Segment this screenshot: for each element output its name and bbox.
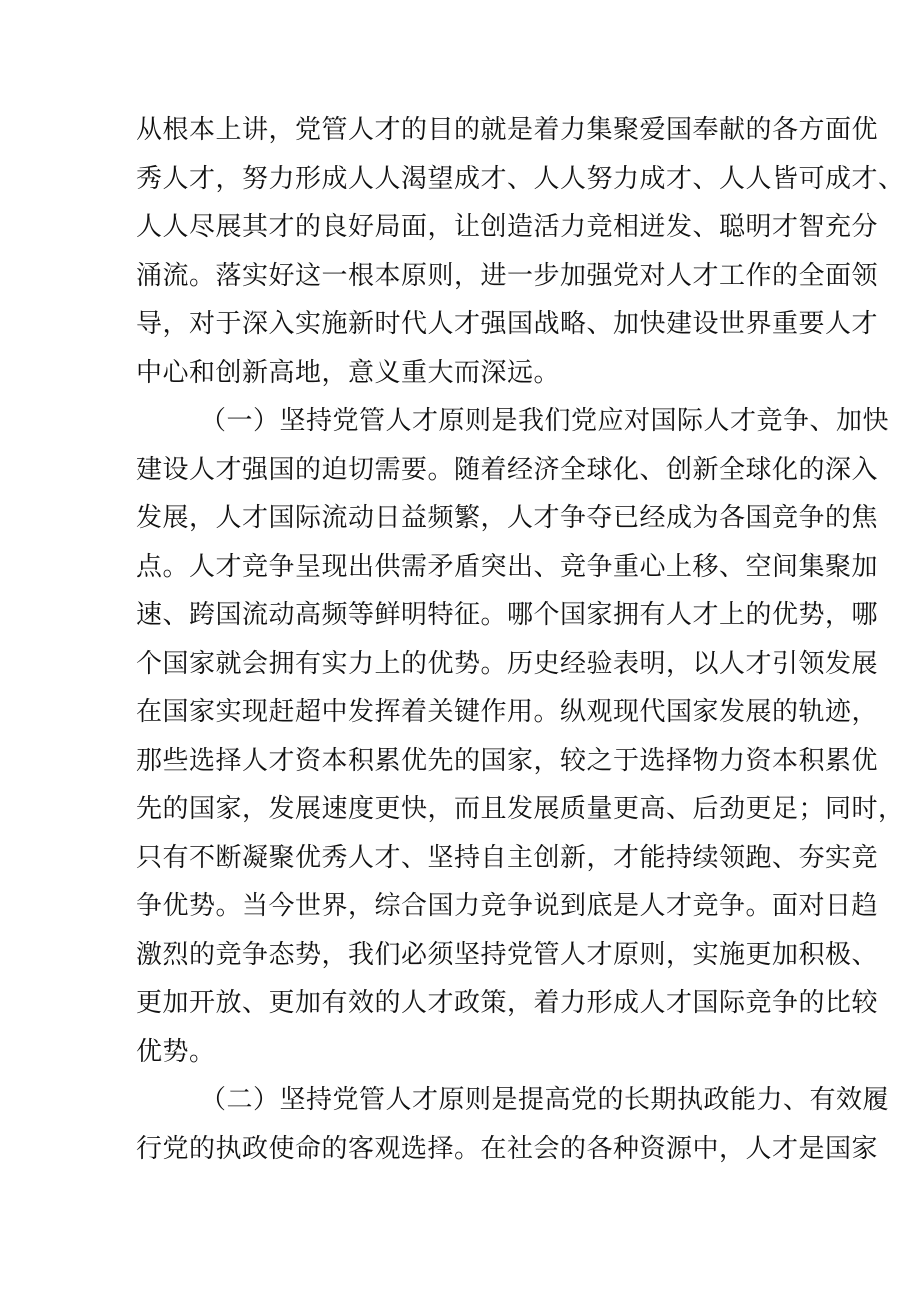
text-line: 建设人才强国的迫切需要。随着经济全球化、创新全球化的深入: [136, 454, 879, 485]
text-line: 先的国家，发展速度更快，而且发展质量更高、后劲更足；同时，: [136, 794, 905, 824]
text-line: 个国家就会拥有实力上的优势。历史经验表明，以人才引领发展: [136, 648, 879, 679]
text-line: 争优势。当今世界，综合国力竞争说到底是人才竞争。面对日趋: [136, 891, 879, 921]
text-line: （一）坚持党管人才原则是我们党应对国际人才竞争、加快: [200, 406, 890, 436]
text-line: 激烈的竞争态势，我们必须坚持党管人才原则，实施更加积极、: [136, 939, 879, 970]
text-line: 从根本上讲，党管人才的目的就是着力集聚爱国奉献的各方面优: [136, 115, 879, 145]
document-body: [136, 106, 905, 1173]
text-line: 涌流。落实好这一根本原则，进一步加强党对人才工作的全面领: [136, 260, 879, 291]
text-line: 导，对于深入实施新时代人才强国战略、加快建设世界重要人才: [136, 309, 879, 339]
text-line: 中心和创新高地，意义重大而深远。: [136, 357, 561, 388]
text-line: （二）坚持党管人才原则是提高党的长期执政能力、有效履: [200, 1085, 890, 1115]
text-line: 只有不断凝聚优秀人才、坚持自主创新，才能持续领跑、夯实竞: [136, 842, 879, 873]
text-line: 速、跨国流动高频等鲜明特征。哪个国家拥有人才上的优势，哪: [136, 600, 879, 630]
text-line: 人人尽展其才的良好局面，让创造活力竞相迸发、聪明才智充分: [136, 212, 879, 242]
paragraph-2: [136, 397, 905, 1076]
text-line: 点。人才竞争呈现出供需矛盾突出、竞争重心上移、空间集聚加: [136, 551, 879, 582]
paragraph-3: [136, 1076, 890, 1173]
text-line: 优势。: [136, 1036, 216, 1067]
text-line: 更加开放、更加有效的人才政策，着力形成人才国际竞争的比较: [136, 988, 879, 1018]
text-line: 在国家实现赶超中发挥着关键作用。纵观现代国家发展的轨迹，: [136, 697, 879, 727]
text-line: 行党的执政使命的客观选择。在社会的各种资源中，人才是国家: [136, 1133, 879, 1164]
text-line: 发展，人才国际流动日益频繁，人才争夺已经成为各国竞争的焦: [136, 503, 879, 533]
text-line: 那些选择人才资本积累优先的国家，较之于选择物力资本积累优: [136, 745, 879, 776]
text-line: 秀人才，努力形成人人渴望成才、人人努力成才、人人皆可成才、: [136, 163, 905, 194]
paragraph-1: [136, 106, 905, 397]
